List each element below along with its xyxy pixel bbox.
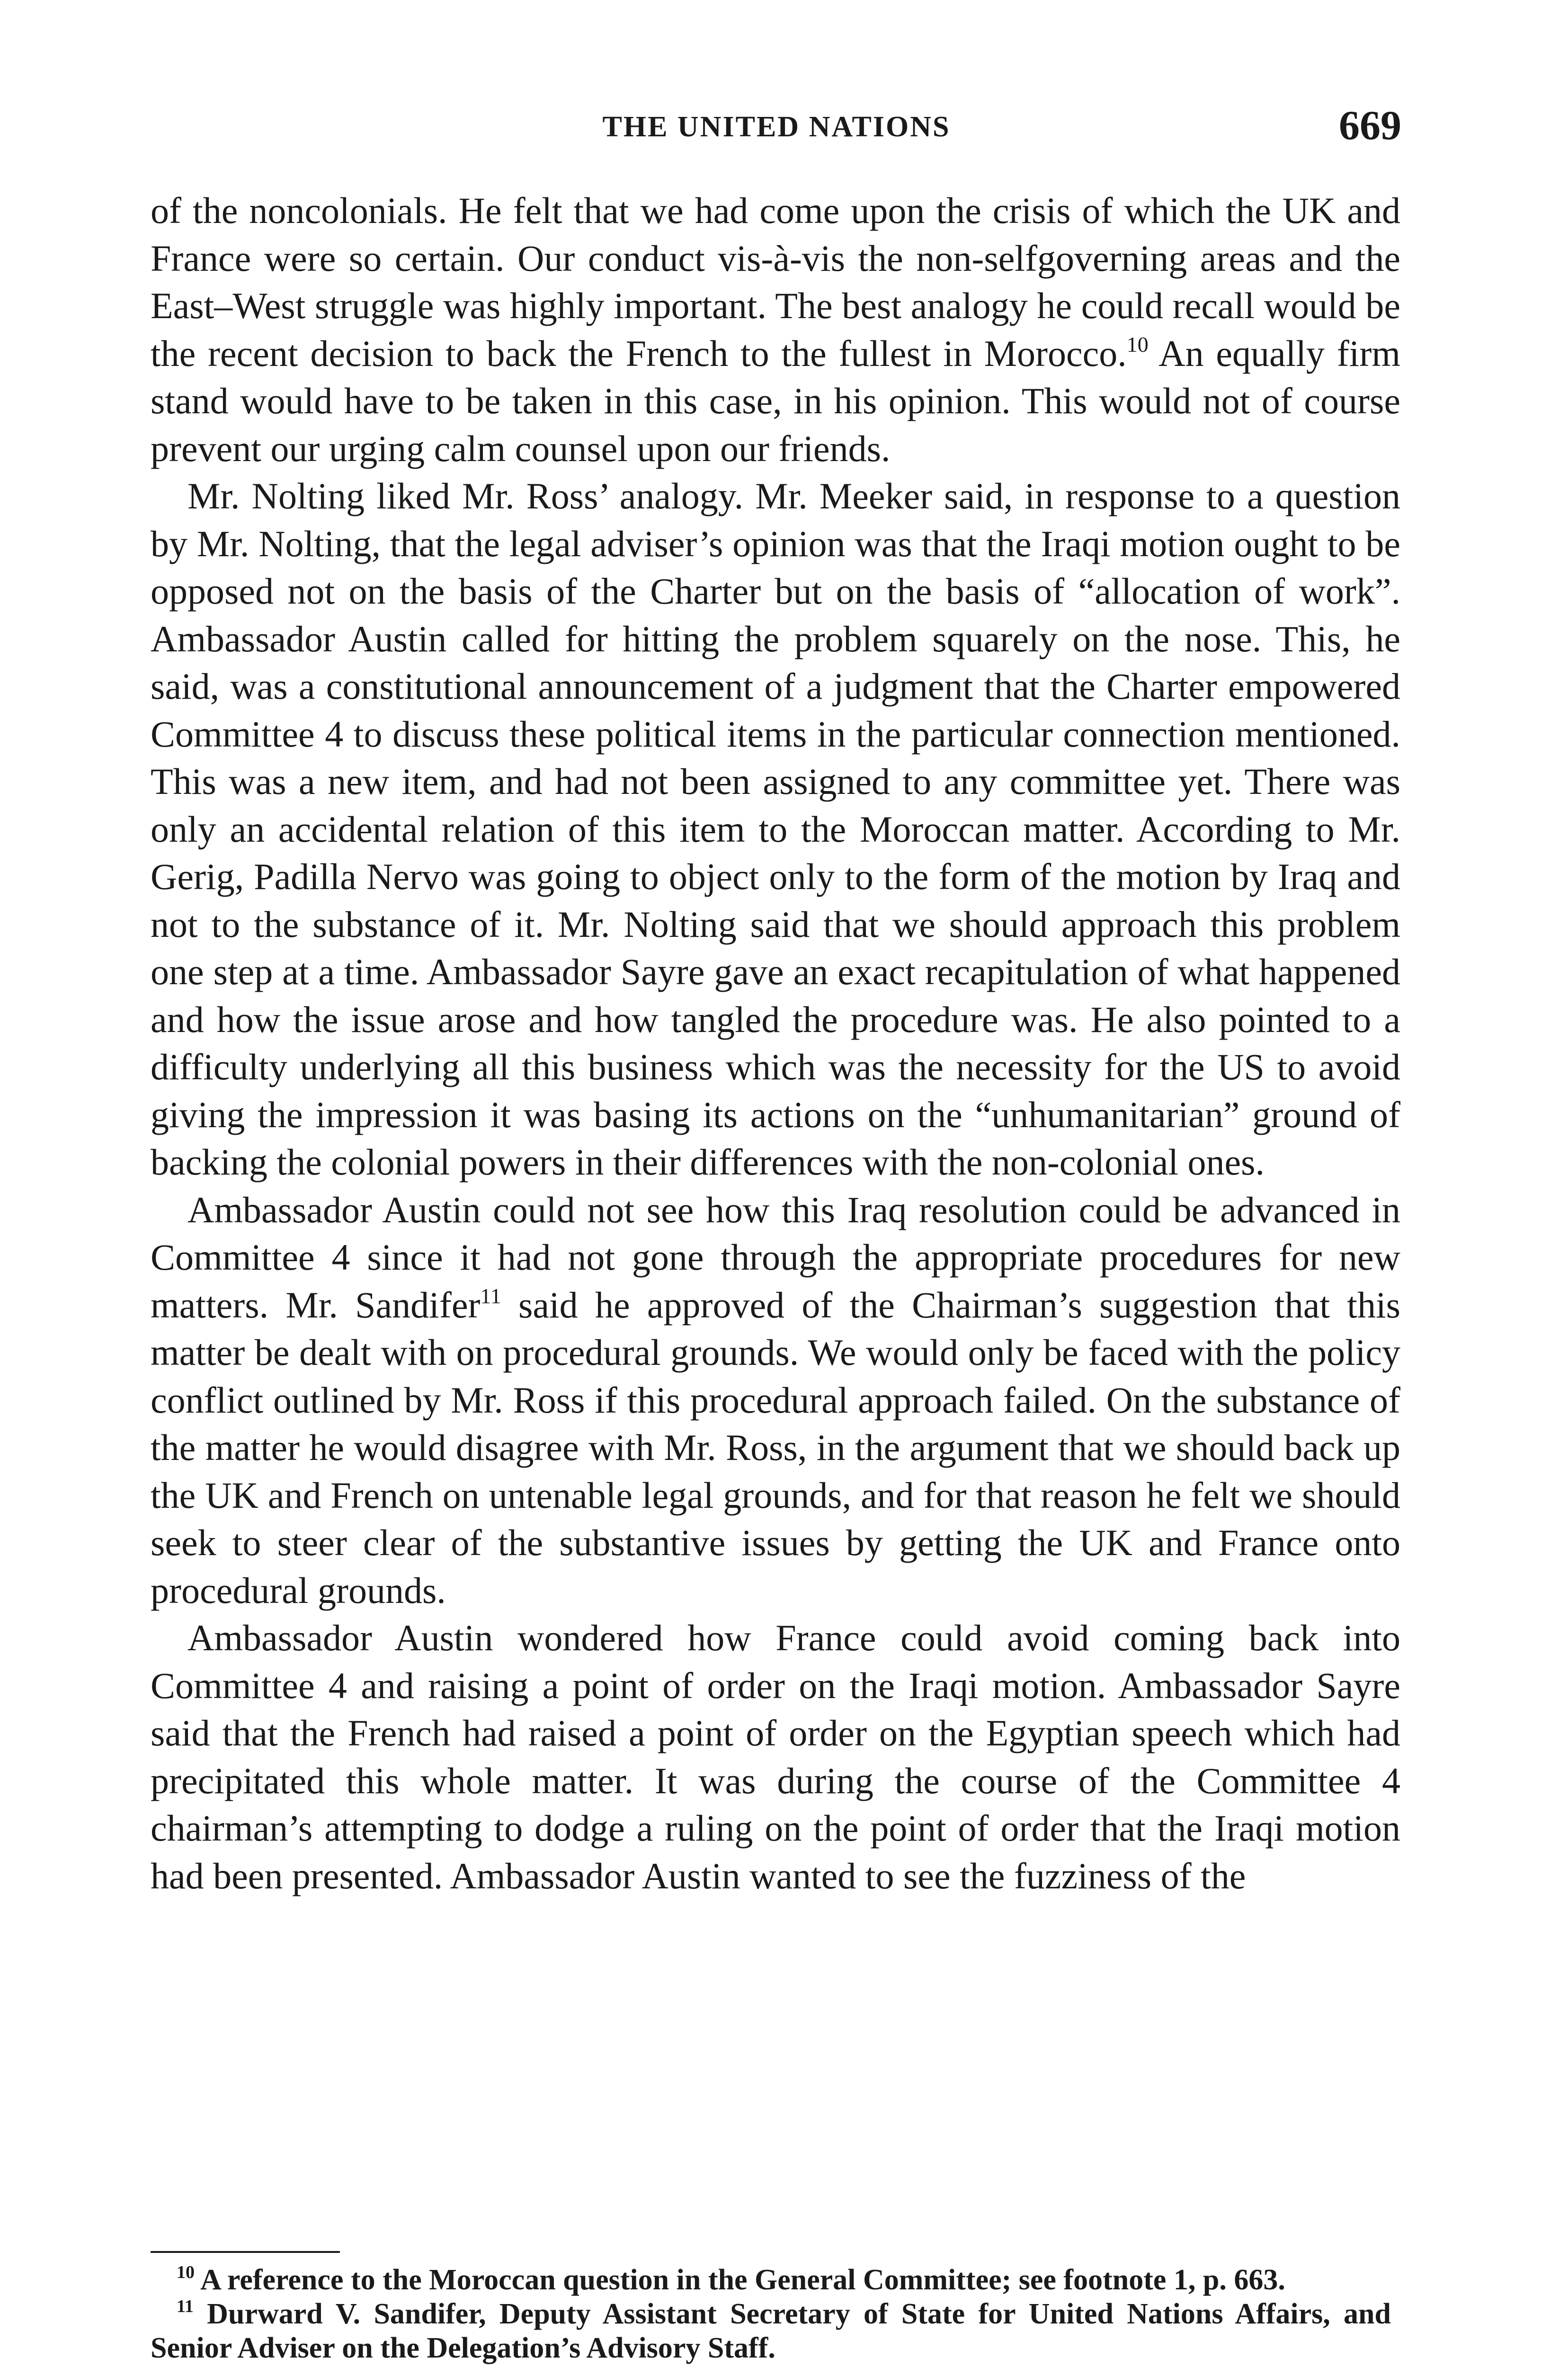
footnote-10 [151, 2263, 1391, 2297]
paragraph-text: Ambassador Austin wondered how France could avoid coming back into Committee 4 and raising a point of order on the Iraqi motion. Ambassador Sayre said that the French had raised a point of order on the Egyptian speech which had precipitated this whole matter. It was during the course of the Committee 4 chairman’s attempting to dodge a ruling on the point of order that the Iraqi motion had been presented. Ambassador Austin wanted to see the fuzziness of the [151, 1617, 1400, 1896]
paragraph-text: said he approved of the Chairman’s suggestion that this matter be dealt with on procedural grounds. We would only be faced with the policy conflict outlined by Mr. Ross if this procedural approach failed. On the substance of the matter he would disagree with Mr. Ross, in the argument that we should back up the UK and French on untenable legal grounds, and for that reason he felt we should seek to steer clear of the substantive issues by getting the UK and France onto procedural grounds. [151, 1284, 1400, 1611]
running-title: THE UNITED NATIONS [602, 111, 951, 143]
paragraph-3 [151, 1186, 1400, 1615]
paragraph-text: Mr. Nolting liked Mr. Ross’ analogy. Mr. Meeker said, in response to a question by Mr. Nolting, that the legal adviser’s opinion was that the Iraqi motion ought to be opposed not on the basis of the Charter but on the basis of “allocation of work”. Ambassador Austin called for hitting the problem squarely on the nose. This, he said, was a constitutional announcement of a judgment that the Charter empowered Committee 4 to discuss these political items in the particular connection mentioned. This was a new item, and had not been assigned to any committee yet. There was only an accidental relation of this item to the Moroccan matter. According to Mr. Gerig, Padilla Nervo was going to object only to the form of the motion by Iraq and not to the substance of it. Mr. Nolting said that we should approach this problem one step at a time. Ambassador Sayre gave an exact recapitulation of what happened and how the issue arose and how tangled the procedure was. He also pointed to a difficulty underlying all this business which was the necessity for the US to avoid giving the impression it was basing its actions on the “unhumanitarian” ground of backing the colonial powers in their differences with the non-colonial ones. [151, 475, 1400, 1183]
footnote-text: A reference to the Moroccan question in the General Committee; see footnote 1, p. 663. [195, 2264, 1285, 2296]
running-head [151, 102, 1401, 154]
page-number: 669 [1339, 103, 1401, 149]
paragraph-2 [151, 472, 1400, 1186]
footnote-mark: 10 [177, 2262, 195, 2282]
footnote-mark: 11 [177, 2296, 194, 2316]
footnotes [151, 2263, 1391, 2365]
paragraph-1 [151, 187, 1400, 472]
footnote-ref-11: 11 [480, 1283, 501, 1308]
footnote-text: Durward V. Sandifer, Deputy Assistant Secretary of State for United Nations Affairs, and Senior Adviser on the Delegation’s Advisory Staff. [151, 2298, 1391, 2364]
body-text [151, 187, 1400, 1900]
footnote-11 [151, 2297, 1391, 2365]
footnote-ref-10: 10 [1126, 332, 1149, 356]
paragraph-text: Ambassador Austin could not see how this Iraq resolution could be advanced in Committee 4 since it had not gone through the appropriate procedures for new matters. Mr. Sandifer [151, 1189, 1400, 1326]
paragraph-text: of the noncolonials. He felt that we had come upon the crisis of which the UK and France were so certain. Our conduct vis-à-vis the non-selfgoverning areas and the East–West struggle was highly important. The best analogy he could recall would be the recent decision to back the French to the fullest in Morocco. [151, 190, 1400, 374]
paragraph-text: An equally firm stand would have to be taken in this case, in his opinion. This would not of course prevent our urging calm counsel upon our friends. [151, 332, 1400, 469]
footnote-divider [151, 2251, 340, 2253]
paragraph-4 [151, 1614, 1400, 1900]
